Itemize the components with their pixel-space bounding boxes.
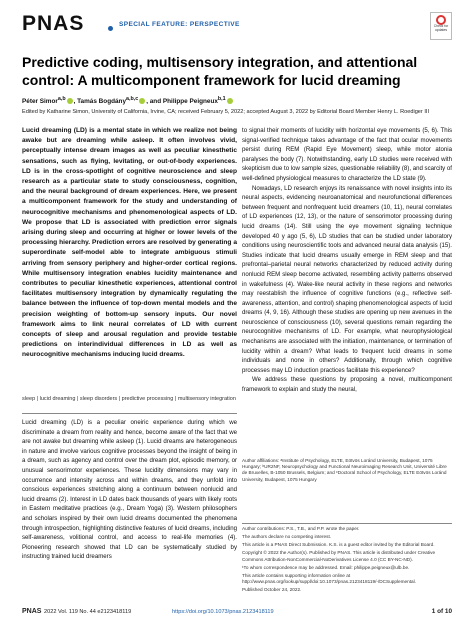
footnote[interactable]: ¹To whom correspondence may be addressed. Email: philippe.peigneux@ulb.be. — [242, 564, 410, 570]
footnote[interactable]: This article contains supporting information online at http://www.pnas.org/lookup/suppl/doi:10.1073/pnas.2123418119/-/DCSupplemental. — [242, 572, 416, 585]
journal-logo: PNAS — [22, 12, 85, 35]
footnote: Author contributions: P.S., T.B., and P.P. wrote the paper. — [242, 526, 360, 531]
paragraph: We address these questions by proposing a novel, multicomponent framework to explain and study the neural, — [242, 376, 452, 394]
page-number: 1 of 10 — [431, 608, 452, 615]
orcid-icon[interactable] — [67, 98, 73, 104]
author-2[interactable]: , Tamás Bogdány — [73, 98, 127, 106]
author-affiliations: Author affiliations: ᵃInstitute of Psychology, ELTE, Eötvös Loránd University, Budapest, 1075 Hungary; ᵇUR2NF, Neuropsychology and Functional Neuroimaging Research Unit, Université Libre de Bruxelles, B-1050 Brussels, Belgium; and ᶜDoctoral School of Psychology, ELTE Eötvös Loránd University, Budapest, 1075 Hungary — [242, 458, 447, 482]
badge-line-1: Check for — [433, 24, 449, 28]
badge-line-2: updates — [434, 27, 448, 32]
footnote: This article is a PNAS Direct Submission. K.S. is a guest editor invited by the Editorial Board. — [242, 541, 435, 547]
author-3[interactable]: , and Philippe Peigneux — [146, 98, 218, 106]
footnote: The authors declare no competing interest. — [242, 533, 332, 539]
doi-link[interactable]: https://doi.org/10.1073/pnas.2123418119 — [172, 609, 274, 615]
abstract: Lucid dreaming (LD) is a mental state in which we realize not being awake but are dreaming while asleep. It often involves vivid, perceptually intense dream images as well as peculiar kinesthetic sensations, such as flying, levitating, or out-of-body experiences. LD is in the cross-spotlight of cognitive neuroscience and sleep research as a particular state to study consciousness, cognition, and the neural background of dream experiences. Here, we present a multicomponent framework for the study and understanding of neurocognitive mechanisms and phenomenological aspects of LD. We propose that LD is associated with prediction error signals arising during sleep and occurring at higher or lower levels of the processing hierarchy. Prediction errors are resolved by generating a superordinate self-model able to integrate ambiguous stimuli arriving from sensory periphery and higher-order cortical regions. While multisensory integration enables lucidity maintenance and contributes to peculiar kinesthetic experiences, attentional control facilitates multisensory integration by dynamically regulating the balance between the influence of top-down mental models and the precision weighting of bottom-up sensory inputs. Our novel framework aims to link neural correlates of LD with current concepts of sleep and arousal regulation and provide testable predictions on interindividual differences in LD as well as neurocognitive mechanisms inducing lucid dreams. — [22, 127, 237, 359]
section-dot-icon — [108, 26, 113, 31]
footnotes — [242, 526, 452, 595]
orcid-icon[interactable] — [139, 98, 145, 104]
article-title: Predictive coding, multisensory integration, and attentional control: A multicomponent framework for lucid dreaming — [22, 54, 418, 88]
author-list — [22, 96, 452, 105]
paragraph: Nowadays, LD research enjoys its renaissance with novel insights into its neural aspects, evidencing neuroanatomical and neurofunctional differences between frequent and nonfrequent lucid dreamers (10, 11), neural correlates of LD experiences (12, 13), or the nature of sensorimotor processing during lucid dreams (14). Still using the eye movement signaling technique developed 40 y ago (5, 6), LD studies that can be studied under laboratory conditions using neuroscientific tools and advanced neural data analysis (15). Studies indicate that lucid dreams usually emerge in REM sleep and that prefrontal–parietal neural networks characterized by reduced activity during nonlucid REM sleep become activated, resembling activity patterns observed in wakefulness (4). Wake-like neural activity in these regions and networks may reestablish the influence of cognitive functions (e.g., reflective self-awareness, attention, and control) shaping phenomenological aspects of lucid dreams (4, 9, 16). Although these studies are opening up new avenues in the neuroscience of consciousness (10), several questions remain regarding the neurocognitive mechanisms of LD. For example, what neurophysiological mechanisms are associated with the initiation, maintenance, or termination of lucidity within a dream? What leads to frequent lucid dreams in some individuals and none in others? Additionally, through which cognitive processes may LD induction practices facilitate this experience? — [242, 184, 452, 374]
author-1[interactable]: Péter Simor — [22, 98, 58, 106]
footnote: Published October 24, 2022. — [242, 587, 302, 593]
author-2-affil: a,b,c — [126, 96, 139, 102]
body-text-left: Lucid dreaming (LD) is a peculiar oneiric experience during which we discriminate a dream from reality and hence, become aware of the fact that we are not awake but dreaming while asleep (1). Lucid dreams are heterogeneous in nature and involve various cognitive processes beyond the insight of being in a dream, such as agency and control over the dream plot, episodic memory, or unusual sensorimotor experiences. These lucidity dimensions may vary in occurrence and intensity across and within dreams, and they unfold into conscious experiences stretching along a continuum between nonlucid and lucid dreams (2). Interest in LD dates back thousands of years with likely roots in Eastern meditative practices (e.g., Dream Yoga) (3). Western philosophers and scholars inspired by their own lucid dreams documented the phenomena through introspection, highlighting distinctive features of lucid dreams, including self-awareness, volitional control, and access to real-life memories (4). Pioneering research showed that LD can be systematically studied by instructing trained lucid dreamers — [22, 419, 237, 561]
page-footer — [22, 608, 452, 620]
section-label: SPECIAL FEATURE: PERSPECTIVE — [119, 21, 240, 28]
footer-logo: PNAS — [22, 608, 42, 615]
footnote[interactable]: Copyright © 2022 the Author(s). Published by PNAS. This article is distributed under Creative Commons Attribution-NonCommercial-NoDerivatives License 4.0 (CC BY-NC-ND). — [242, 549, 436, 562]
citation: 2022 Vol. 119 No. 44 e2123418119 — [44, 609, 132, 615]
check-for-updates-badge[interactable] — [430, 12, 452, 40]
divider — [22, 413, 237, 414]
author-1-affil: a,b — [57, 96, 66, 102]
author-3-affil: b,1 — [217, 96, 226, 102]
page-header — [22, 12, 452, 42]
body-text-right — [242, 126, 452, 395]
orcid-icon[interactable] — [227, 98, 233, 104]
editorial-note: Edited by Katharine Simon, University of California, Irvine, CA; received February 5, 2022; accepted August 3, 2022 by Editorial Board Member Henry L. Roediger III — [22, 109, 429, 115]
paragraph: to signal their moments of lucidity with horizontal eye movements (5, 6). This signal-verified technique takes advantage of the fact that ocular movements persist during REM (Rapid Eye Movement) sleep, while motor atonia paralyses the body (7). Notwithstanding, early LD studies were received with skepticism due to low sample sizes, questionable reliability (8), and scarcity of well-defined physiological measures to characterize the LD state (9). — [242, 127, 452, 182]
keywords: sleep | lucid dreaming | sleep disorders | predictive processing | multisensory integration — [22, 396, 236, 402]
divider — [242, 523, 452, 524]
